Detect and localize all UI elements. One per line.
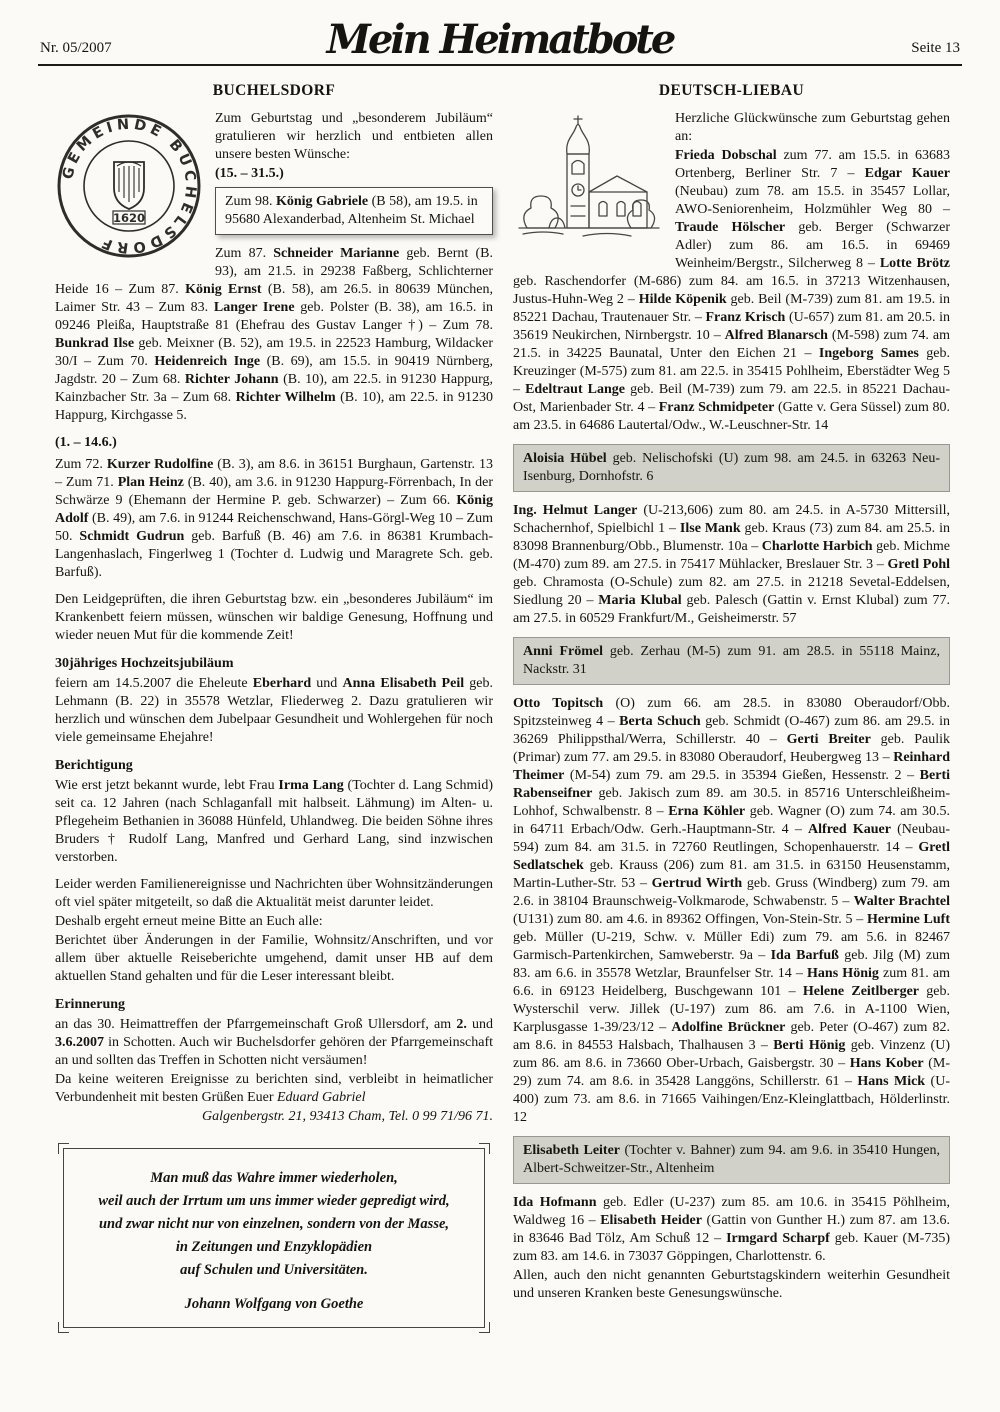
reminder-text: an das 30. Heimattreffen der Pfarrgemeinschaft Groß Ullersdorf, am 2. und 3.6.2007 in Schotten. Auch wir Buchelsdorfer gehören der Pfarrgemeinschaft an und sollten das Treffen in Schotten nicht versäumen! (55, 1017, 493, 1068)
birthday-list-june: Zum 72. Kurzer Rudolfine (B. 3), am 8.6. in 36151 Burghaun, Gartenstr. 13 – Zum 71. Plan Heinz (B. 40), am 3.6. in 91230 Happurg-Förrenbach, In der Schwärze 9 (Ehemann der Hermine P. geb. Schwarzer) – Zum 66. König Adolf (B. 49), am 7.6. in 91244 Reichenschwand, Hans-Görgl-Weg 10 – Zum 50. Schmidt Gudrun geb. Barfuß (B. 46) am 7.6. in 86381 Krumbach-Langenhaslach, Fingerlweg 1 (Tochter d. Ludwig und Maragrete Sch. geb. Barfuß). (55, 457, 494, 580)
get-well-wishes: Den Leidgeprüften, die ihren Geburtstag bzw. ein „besonderes Jubiläum“ im Krankenbett feiern müssen, wünschen wir baldige Genesung, Hoffnung und wieder neuen Mut für die kommende Zeit! (55, 592, 493, 643)
seal-lyre-strings (119, 166, 139, 202)
birthday-list-may: Zum 87. Schneider Marianne geb. Bernt (B. 93), am 21.5. in 29238 Faßberg, Schlichterner Heide 16 – Zum 87. König Ernst (B. 58), am 26.5. in 80639 München, Laimer Str. 43 – Zum 83. Langer Irene geb. Polster (B. 38), am 16.5. in 09246 Pleißa, Hauptstraße 81 (Ehefrau des Gustav Langer †) – Zum 78. Bunkrad Ilse geb. Meixner (B. 52), am 19.5. in 22523 Hamburg, Wildacker 30/I – Zum 70. Heidenreich Inge (B. 69), am 15.5. in 90419 Nürnberg, Jagdstr. 20 – Zum 68. Richter Johann (B. 10), am 22.5. in 91230 Happurg, Kainzbacher Str. 3a – Zum 68. Richter Wilhelm (B. 10), am 22.5. in 91230 Happurg, Kirchgasse 5. (55, 246, 494, 423)
content-columns (0, 66, 1000, 1328)
seal-ring-text: GEMEINDE BUCHELSDORF (60, 116, 199, 256)
goethe-quote-box (63, 1148, 485, 1328)
birthday-list-langer: Ing. Helmut Langer (U-213,606) zum 80. am 24.5. in A-5730 Mittersill, Schachernhof, Spielbichl 1 – Ilse Mank geb. Kraus (73) zum 84. am 25.5. in 83098 Brannenburg/Obb., Blumenstr. 10a – Charlotte Harbich geb. Michme (M-470) zum 89. am 27.5. in 75417 Mühlacker, Breslauer Str. 3 – Gretl Pohl geb. Chramosta (O-Schule) zum 82. am 27.5. in 21218 Sevetal-Eddelsen, Siedlung 20 – Maria Klubal geb. Palesch (Gattin v. Ernst Klubal) zum 77. am 27.5. in 60529 Frankfurt/M., Geisheimerstr. 57 (513, 503, 951, 626)
quote-corner-ornament (479, 1322, 490, 1333)
heading-correction: Berichtigung (55, 758, 133, 773)
wedding-jubilee-text: feiern am 14.5.2007 die Eheleute Eberhard und Anna Elisabeth Peil geb. Lehmann (B. 22) in 35578 Wetzlar, Fliederweg 2. Dazu gratulieren wir herzlich und wünschen dem Jubelpaar Gesundheit und Wohlergehen für noch viele gemeinsame Ehejahre! (55, 676, 494, 745)
page-number: Seite 13 (911, 40, 960, 56)
birthday-list-may-liebau: Frieda Dobschal zum 77. am 15.5. in 63683 Ortenberg, Berliner Str. 7 – Edgar Kauer (Neubau) zum 78. am 15.5. in 35457 Lollar, AWO-Seniorenheim, Holzmühler Weg 80 – Traude Hölscher geb. Berger (Schwarzer Adler) zum 86. am 16.5. in 69469 Weinheim/Bergstr., Silcherweg 8 – Lotte Brötz geb. Raschendorfer (M-686) zum 84. am 16.5. in 37213 Witzenhausen, Justus-Huhn-Weg 2 – Hilde Köpenik geb. Beil (M-739) zum 81. am 19.5. in 85221 Dachau, Trautenauer Str. – Franz Krisch (U-657) zum 81. am 20.5. in 35619 Neukirchen, Nirnbergstr. 10 – Alfred Blanarsch (M-598) zum 74. am 21.5. in 34225 Baunatal, Unter den Eichen 21 – Ingeborg Sames geb. Kreuzinger (M-575) zum 81. am 22.5. in 35415 Pohlheim, Eberstädter Weg 5 – Edeltraut Lange geb. Beil (M-739) zum 79. am 22.5. in 85221 Dachau-Ost, Marienbader Str. 4 – Franz Schmidpeter (Gatte v. Gera Süssel) zum 80. am 23.5. in 64686 Lautertal/Odw., W.-Leuschner-Str. 14 (513, 148, 951, 433)
late-news-note-2: Deshalb ergeht erneut meine Bitte an Euch alle: (55, 914, 323, 929)
page-header (38, 0, 962, 66)
late-news-note-1: Leider werden Familienereignisse und Nachrichten über Wohnsitzänderungen oft viel später mitgeteilt, so daß die Aktualität meist darunter leidet. (55, 877, 493, 910)
greeting-intro-liebau: Herzliche Glückwünsche zum Geburtstag gehen an: (675, 111, 950, 144)
correction-text: Wie erst jetzt bekannt wurde, lebt Frau Irma Lang (Tochter d. Lang Schmid) seit ca. 12 Jahren (nach Schlaganfall mit halbseit. Lähmung) im Alten- u. Pflegeheim Bethanien in 36088 Hünfeld, Uhlandweg. Die beiden Söhne ihres Bruders † Rudolf Lang, Manfred und Gerhard Lang, sind inzwischen verstorben. (55, 778, 493, 865)
quote-line: weil auch der Irrtum um uns immer wieder gepredigt wird, (98, 1193, 450, 1209)
section-title-deutsch-liebau: DEUTSCH-LIEBAU (658, 82, 805, 99)
column-deutsch-liebau (513, 82, 950, 1328)
heading-reminder: Erinnerung (55, 997, 126, 1012)
church-illustration (513, 112, 665, 260)
highlight-box-koenig-gabriele: Zum 98. König Gabriele (B 58), am 19.5. in 95680 Alexanderbad, Altenheim St. Michael (215, 187, 493, 235)
quote-author: Johann Wolfgang von Goethe (184, 1296, 364, 1312)
seal-year: 1620 (112, 211, 146, 225)
quote-line: und zwar nicht nur von einzelnen, sondern von der Masse, (98, 1216, 450, 1232)
highlight-box-leiter: Elisabeth Leiter (Tochter v. Bahner) zum 94. am 9.6. in 35410 Hungen, Albert-Schweitzer-Str., Altenheim (513, 1136, 950, 1184)
quote-corner-ornament (479, 1143, 490, 1154)
masthead-logo: Mein Heimatbote (326, 16, 674, 63)
quote-line: in Zeitungen und Enzyklopädien (175, 1239, 373, 1255)
signature-address: Galgenbergstr. 21, 93413 Cham, Tel. 0 99 71/96 71. (201, 1109, 493, 1124)
birthday-list-june-liebau: Otto Topitsch (O) zum 66. am 28.5. in 83080 Oberaudorf/Obb. Spitzsteinweg 4 – Berta Schuch geb. Schmidt (O-467) zum 86. am 29.5. in 36269 Philippsthal/Werra, Schillerstr. 40 – Gerti Breiter geb. Paulik (Primar) zum 77. am 29.5. in 83080 Oberaudorf, Heubergweg 13 – Reinhard Theimer (M-54) zum 79. am 29.5. in 35394 Gießen, Hessenstr. 2 – Berti Rabenseifner geb. Jakisch zum 89. am 30.5. in 85716 Unterschleißheim-Lohhof, Schwalbenstr. 8 – Erna Köhler geb. Wagner (O) zum 74. am 30.5. in 64711 Erbach/Odw. Gerh.-Hauptmann-Str. 4 – Alfred Kauer (Neubau-594) zum 84. am 31.5. in 72760 Reutlingen, Schopenhauerstr. 14 – Gretl Sedlatschek geb. Krauss (206) zum 81. am 31.5. in 63150 Heusenstamm, Martin-Luther-Str. 53 – Gertrud Wirth geb. Gruss (Windberg) zum 79. am 2.6. in 38104 Braunschweig-Volkmarode, Schwabenstr. 5 – Walter Brachtel (U131) zum 80. am 4.6. in 89362 Offingen, Von-Stein-Str. 5 – Hermine Luft geb. Müller (U-219, Schw. v. Müller Edi) zum 79. am 5.6. in 82467 Garmisch-Partenkirchen, Samweberstr. 9a – Ida Barfuß geb. Jilg (M) zum 83. am 6.6. in 35578 Wetzlar, Braunfelser Str. 14 – Hans Hönig zum 81. am 6.6. in 69123 Heidelberg, Buschgewann 101 – Helene Zeitlberger geb. Wysterschil verw. Jillek (U-197) zum 86. am 7.6. in A-1100 Wien, Karplusgasse 1-39/23/12 – Adolfine Brückner geb. Peter (O-467) zum 82. am 8.6. in 84553 Halsbach, Thalhausen 3 – Berti Hönig geb. Vinzenz (U) zum 86. am 8.6. in 73660 Ober-Urbach, Gaisbergstr. 30 – Hans Kober (M-29) zum 74. am 8.6. in 35428 Langgöns, Schillerstr. 61 – Hans Mick (U-400) zum 73. am 8.6. in 71665 Vaihingen/Enz-Kleinglattbach, Hölderlinstr. 12 (513, 696, 951, 1125)
church-illustration-svg (513, 112, 665, 260)
column-buchelsdorf (55, 82, 493, 1328)
closing-text: Da keine weiteren Ereignisse zu berichten sind, verbleibt in heimatlicher Verbundenheit mit besten Grüßen Euer Eduard Gabriel (55, 1072, 493, 1105)
birthday-list-hofmann: Ida Hofmann geb. Edler (U-237) zum 85. am 10.6. in 35415 Pöhlheim, Waldweg 16 – Elisabeth Heider (Gattin von Gunther H.) zum 87. am 13.6. in 83646 Bad Tölz, Am Schuß 12 – Irmgard Scharpf geb. Kauer (M-735) zum 83. am 14.6. in 73037 Göppingen, Charlottenstr. 6. (513, 1195, 950, 1264)
date-range-may: (15. – 31.5.) (215, 166, 284, 181)
quote-corner-ornament (58, 1322, 69, 1333)
highlight-box-froemel: Anni Frömel geb. Zerhau (M-5) zum 91. am 28.5. in 55118 Mainz, Nackstr. 31 (513, 637, 950, 685)
late-news-note-3: Berichtet über Änderungen in der Familie, Wohnsitz/Anschriften, und vor allem über aktuelle Reiseberichte umgehend, damit unser HB auf dem aktuellen Stand gehalten und für die Leser interessant bleibt. (55, 933, 493, 984)
section-title-buchelsdorf: BUCHELSDORF (212, 82, 336, 99)
final-wishes: Allen, auch den nicht genannten Geburtstagskindern weiterhin Gesundheit und unseren Kranken beste Genesungswünsche. (513, 1268, 950, 1301)
quote-line: Man muß das Wahre immer wiederholen, (150, 1170, 398, 1186)
gemeinde-seal (55, 112, 203, 260)
highlight-box-huebel: Aloisia Hübel geb. Nelischofski (U) zum 98. am 24.5. in 63263 Neu-Isenburg, Dornhofstr. 6 (513, 444, 950, 492)
issue-number: Nr. 05/2007 (40, 40, 112, 56)
quote-corner-ornament (58, 1143, 69, 1154)
date-range-june: (1. – 14.6.) (55, 435, 117, 450)
greeting-intro: Zum Geburtstag und „besonderem Jubiläum“ gratulieren wir herzlich und entbieten allen unsere besten Wünsche: (215, 111, 493, 162)
quote-line: auf Schulen und Universitäten. (180, 1262, 368, 1278)
heading-wedding-jubilee: 30jähriges Hochzeitsjubiläum (55, 656, 234, 671)
seal-svg (55, 112, 203, 260)
